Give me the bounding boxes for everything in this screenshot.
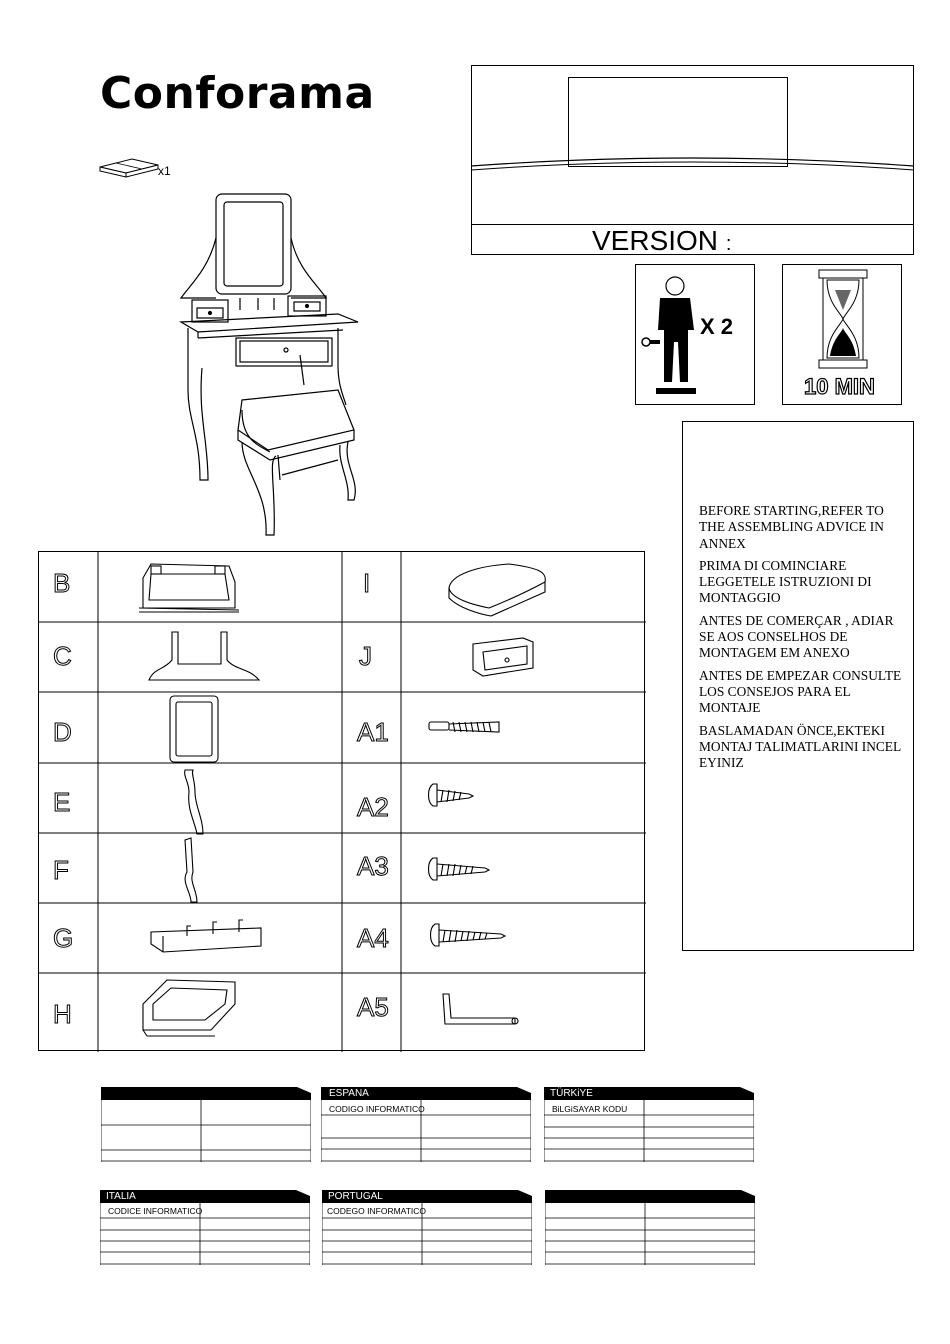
package-icon bbox=[96, 155, 166, 179]
part-code-a5: A5 bbox=[357, 992, 389, 1022]
parts-table bbox=[38, 551, 645, 1051]
part-a5-drawing bbox=[443, 994, 518, 1024]
part-a4-drawing bbox=[431, 924, 506, 946]
table-portugal-label: CODEGO INFORMATICO bbox=[327, 1206, 427, 1216]
part-code-a3: A3 bbox=[357, 851, 389, 881]
package-count: x1 bbox=[158, 164, 171, 178]
table-portugal-header: PORTUGAL bbox=[328, 1191, 383, 1202]
note-es: ANTES DE EMPEZAR CONSULTE LOS CONSEJOS PARA EL MONTAJE bbox=[699, 667, 902, 716]
assemblers-count: X 2 bbox=[700, 314, 734, 339]
part-code-c: C bbox=[53, 641, 72, 671]
table-espana-label: CODIGO INFORMATICO bbox=[329, 1104, 425, 1114]
code-table-espana bbox=[321, 1085, 531, 1162]
table-italia-header: ITALIA bbox=[106, 1191, 136, 1202]
code-table-6-grid bbox=[545, 1188, 755, 1265]
worker-icon bbox=[640, 270, 702, 400]
code-table-turkiye bbox=[544, 1085, 754, 1162]
part-f-drawing bbox=[185, 838, 197, 902]
code-table-1-grid bbox=[101, 1085, 311, 1162]
part-code-h: H bbox=[53, 999, 72, 1029]
notes-text bbox=[699, 503, 909, 777]
code-table-portugal bbox=[322, 1188, 532, 1265]
part-code-i: I bbox=[363, 568, 371, 598]
note-pt: ANTES DE COMERÇAR , ADIAR SE AOS CONSELHOS DE MONTAGEM EM ANEXO bbox=[699, 612, 894, 661]
note-tr: BASLAMADAN ÖNCE,EKTEKI MONTAJ TALIMATLARINI INCEL EYINIZ bbox=[699, 722, 901, 771]
part-code-f: F bbox=[53, 855, 69, 885]
brand-logo: Conforama bbox=[100, 68, 375, 119]
part-h-drawing bbox=[143, 980, 235, 1036]
vanity-table-illustration bbox=[178, 190, 363, 540]
table-turkiye-header: TÜRKiYE bbox=[550, 1088, 593, 1099]
part-g-drawing bbox=[151, 920, 261, 952]
reference-divider bbox=[471, 150, 914, 190]
part-d-drawing bbox=[170, 696, 218, 762]
note-en: BEFORE STARTING,REFER TO THE ASSEMBLING ADVICE IN ANNEX bbox=[699, 503, 884, 551]
part-e-drawing bbox=[185, 770, 203, 834]
part-code-a2: A2 bbox=[357, 792, 389, 822]
hourglass-icon bbox=[815, 268, 871, 372]
part-code-e: E bbox=[53, 787, 71, 817]
part-code-g: G bbox=[53, 923, 74, 953]
part-code-j: J bbox=[359, 641, 372, 671]
table-italia-label: CODICE INFORMATICO bbox=[108, 1206, 203, 1216]
part-code-b: B bbox=[53, 568, 71, 598]
part-a1-drawing bbox=[429, 722, 499, 732]
table-turkiye-label: BiLGiSAYAR KODU bbox=[552, 1104, 628, 1114]
part-drawings bbox=[39, 552, 646, 1052]
table-espana-header: ESPANA bbox=[329, 1088, 369, 1099]
part-code-d: D bbox=[53, 717, 72, 747]
code-table-1 bbox=[101, 1085, 311, 1162]
part-a3-drawing bbox=[429, 858, 490, 880]
code-table-6 bbox=[545, 1188, 755, 1265]
part-code-a1: A1 bbox=[357, 717, 389, 747]
part-c-drawing bbox=[149, 632, 259, 680]
part-j-drawing bbox=[473, 638, 533, 676]
note-it: PRIMA DI COMINCIARE LEGGETELE ISTRUZIONI DI MONTAGGIO bbox=[699, 557, 872, 606]
part-i-drawing bbox=[449, 564, 545, 616]
part-code-a4: A4 bbox=[357, 923, 389, 953]
time-label: 10 MIN bbox=[804, 374, 875, 399]
part-b-drawing bbox=[139, 564, 239, 612]
part-a2-drawing bbox=[429, 784, 474, 806]
code-table-italia bbox=[100, 1188, 310, 1265]
version-label: VERSION : bbox=[592, 225, 732, 256]
